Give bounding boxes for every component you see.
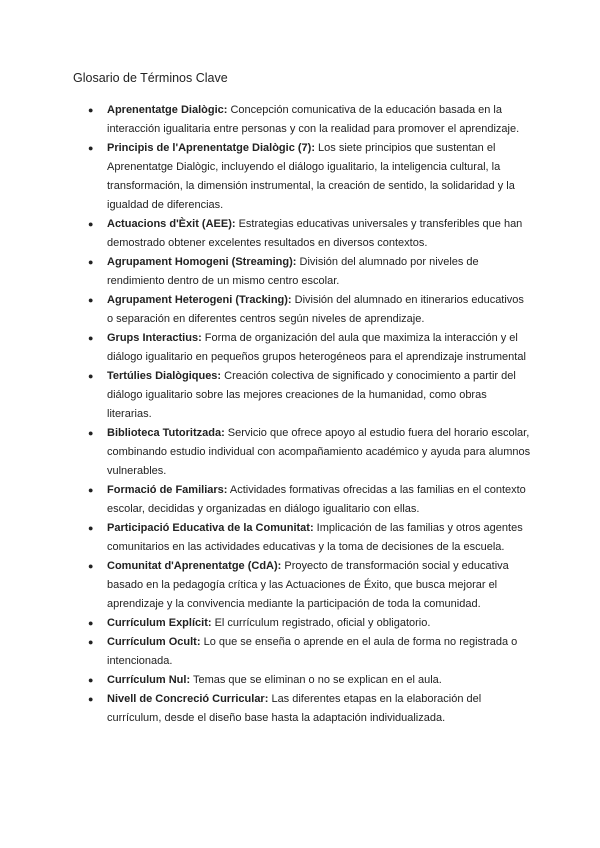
glossary-definition: Servicio que ofrece apoyo al estudio fuera del horario escolar, combinando estudio individual con acompañamiento académico y ayuda para alumnos vulnerables. — [107, 427, 531, 477]
glossary-term: Agrupament Heterogeni (Tracking): — [107, 294, 292, 306]
glossary-item — [73, 367, 533, 424]
bullet-icon: ● — [88, 333, 94, 343]
glossary-item — [73, 614, 533, 633]
bullet-icon: ● — [88, 257, 94, 267]
glossary-item — [73, 424, 533, 481]
glossary-item — [73, 690, 533, 728]
bullet-icon: ● — [88, 561, 94, 571]
bullet-icon: ● — [88, 618, 94, 628]
glossary-term: Formació de Familiars: — [107, 484, 228, 496]
bullet-icon: ● — [88, 105, 94, 115]
glossary-term: Currículum Ocult: — [107, 636, 201, 648]
bullet-icon: ● — [88, 428, 94, 438]
glossary-term: Nivell de Concreció Curricular: — [107, 693, 269, 705]
glossary-definition: División del alumnado por niveles de rendimiento dentro de un mismo centro escolar. — [107, 256, 479, 287]
bullet-icon: ● — [88, 143, 94, 153]
glossary-item — [73, 557, 533, 614]
bullet-icon: ● — [88, 295, 94, 305]
bullet-icon: ● — [88, 637, 94, 647]
glossary-item — [73, 215, 533, 253]
glossary-definition: El currículum registrado, oficial y obligatorio. — [211, 617, 431, 629]
glossary-term: Actuacions d'Èxit (AEE): — [107, 218, 236, 230]
glossary-term: Biblioteca Tutoritzada: — [107, 427, 225, 439]
glossary-definition: Estrategias educativas universales y transferibles que han demostrado obtener excelentes resultados en diversos contextos. — [107, 218, 523, 249]
glossary-item — [73, 633, 533, 671]
glossary-term: Aprenentatge Dialògic: — [107, 104, 228, 116]
glossary-term: Currículum Explícit: — [107, 617, 212, 629]
glossary-definition: Creación colectiva de significado y conocimiento a partir del diálogo igualitario sobre las mejores creaciones de la humanidad, como obras literarias. — [107, 370, 516, 420]
bullet-icon: ● — [88, 219, 94, 229]
glossary-definition: Concepción comunicativa de la educación basada en la interacción igualitaria entre personas y con la realidad para promover el aprendizaje. — [107, 104, 520, 135]
glossary-term: Participació Educativa de la Comunitat: — [107, 522, 314, 534]
glossary-term: Comunitat d'Aprenentatge (CdA): — [107, 560, 282, 572]
glossary-term: Principis de l'Aprenentatge Dialògic (7): — [107, 142, 315, 154]
glossary-term: Grups Interactius: — [107, 332, 202, 344]
glossary-definition: Lo que se enseña o aprende en el aula de forma no registrada o intencionada. — [107, 636, 518, 667]
glossary-term: Currículum Nul: — [107, 674, 191, 686]
glossary-list — [73, 101, 533, 728]
glossary-definition: Proyecto de transformación social y educativa basado en la pedagogía crítica y las Actuaciones de Éxito, que busca mejorar el aprendizaje y la convivencia mediante la participación de toda la comunidad. — [107, 560, 509, 610]
glossary-definition: Actividades formativas ofrecidas a las familias en el contexto escolar, decididas y organizadas en diálogo igualitario con ellas. — [107, 484, 526, 515]
glossary-term: Tertúlies Dialògiques: — [107, 370, 222, 382]
glossary-item — [73, 519, 533, 557]
glossary-item — [73, 671, 533, 690]
glossary-item — [73, 139, 533, 215]
glossary-item — [73, 101, 533, 139]
glossary-item — [73, 329, 533, 367]
glossary-definition: Las diferentes etapas en la elaboración del currículum, desde el diseño base hasta la adaptación individualizada. — [107, 693, 482, 724]
glossary-definition: Los siete principios que sustentan el Aprenentatge Dialògic, incluyendo el diálogo igualitario, la inteligencia cultural, la transformación, la dimensión instrumental, la creación de sentido, la solidaridad y la igualdad de diferencias. — [107, 142, 515, 211]
glossary-definition: División del alumnado en itinerarios educativos o separación en diferentes centros según niveles de aprendizaje. — [107, 294, 524, 325]
bullet-icon: ● — [88, 371, 94, 381]
bullet-icon: ● — [88, 694, 94, 704]
glossary-term: Agrupament Homogeni (Streaming): — [107, 256, 297, 268]
glossary-definition: Implicación de las familias y otros agentes comunitarios en las actividades educativas y la toma de decisiones de la escuela. — [107, 522, 523, 553]
glossary-item — [73, 291, 533, 329]
bullet-icon: ● — [88, 675, 94, 685]
glossary-definition: Temas que se eliminan o no se explican en el aula. — [190, 674, 442, 686]
glossary-item — [73, 253, 533, 291]
bullet-icon: ● — [88, 523, 94, 533]
bullet-icon: ● — [88, 485, 94, 495]
glossary-definition: Forma de organización del aula que maximiza la interacción y el diálogo igualitario en pequeños grupos heterogéneos para el aprendizaje instrumental — [107, 332, 526, 363]
glossary-item — [73, 481, 533, 519]
document-title: Glosario de Términos Clave — [73, 71, 228, 85]
